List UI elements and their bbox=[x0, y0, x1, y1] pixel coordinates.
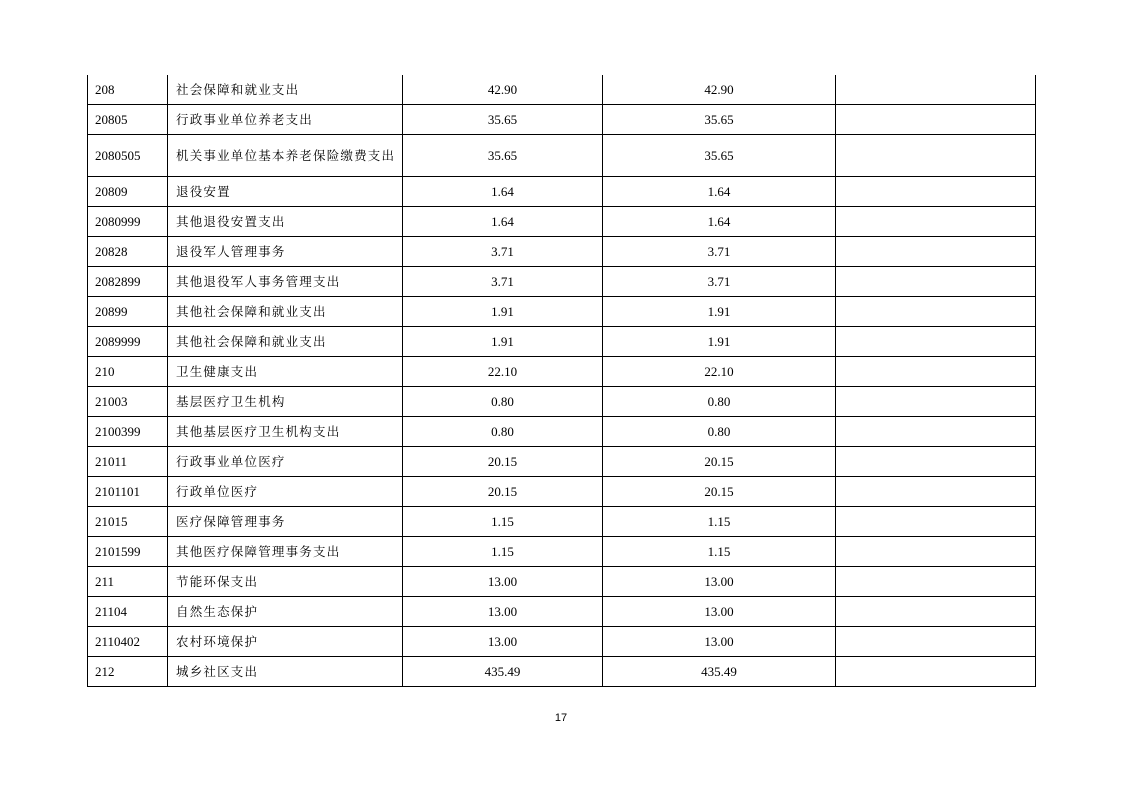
subject-name: 其他医疗保障管理事务支出 bbox=[168, 537, 403, 567]
amount-basic: 13.00 bbox=[603, 567, 836, 597]
amount-project bbox=[836, 417, 1036, 447]
amount-total: 13.00 bbox=[403, 597, 603, 627]
table-row bbox=[88, 417, 1036, 447]
amount-total: 20.15 bbox=[403, 477, 603, 507]
amount-basic: 3.71 bbox=[603, 237, 836, 267]
amount-project bbox=[836, 267, 1036, 297]
amount-total: 13.00 bbox=[403, 627, 603, 657]
table-row bbox=[88, 177, 1036, 207]
amount-basic: 1.91 bbox=[603, 327, 836, 357]
subject-name: 其他基层医疗卫生机构支出 bbox=[168, 417, 403, 447]
subject-code: 2089999 bbox=[88, 327, 168, 357]
table-row bbox=[88, 537, 1036, 567]
amount-total: 1.64 bbox=[403, 207, 603, 237]
amount-basic: 35.65 bbox=[603, 135, 836, 177]
subject-code: 20809 bbox=[88, 177, 168, 207]
amount-total: 35.65 bbox=[403, 105, 603, 135]
amount-basic: 13.00 bbox=[603, 627, 836, 657]
table-row bbox=[88, 237, 1036, 267]
amount-basic: 0.80 bbox=[603, 417, 836, 447]
table-row bbox=[88, 507, 1036, 537]
subject-code: 2101599 bbox=[88, 537, 168, 567]
amount-project bbox=[836, 597, 1036, 627]
amount-total: 20.15 bbox=[403, 447, 603, 477]
amount-project bbox=[836, 105, 1036, 135]
amount-project bbox=[836, 207, 1036, 237]
amount-basic: 1.91 bbox=[603, 297, 836, 327]
amount-project bbox=[836, 75, 1036, 105]
subject-code: 20828 bbox=[88, 237, 168, 267]
amount-project bbox=[836, 177, 1036, 207]
subject-name: 城乡社区支出 bbox=[168, 657, 403, 687]
subject-name: 其他退役军人事务管理支出 bbox=[168, 267, 403, 297]
table-row bbox=[88, 207, 1036, 237]
amount-project bbox=[836, 627, 1036, 657]
subject-name: 其他社会保障和就业支出 bbox=[168, 297, 403, 327]
subject-name: 社会保障和就业支出 bbox=[168, 75, 403, 105]
amount-basic: 22.10 bbox=[603, 357, 836, 387]
subject-name: 退役军人管理事务 bbox=[168, 237, 403, 267]
subject-code: 21104 bbox=[88, 597, 168, 627]
amount-total: 1.91 bbox=[403, 297, 603, 327]
subject-code: 2110402 bbox=[88, 627, 168, 657]
amount-project bbox=[836, 477, 1036, 507]
amount-basic: 1.64 bbox=[603, 177, 836, 207]
amount-basic: 3.71 bbox=[603, 267, 836, 297]
amount-project bbox=[836, 507, 1036, 537]
amount-basic: 435.49 bbox=[603, 657, 836, 687]
amount-basic: 20.15 bbox=[603, 477, 836, 507]
amount-total: 3.71 bbox=[403, 267, 603, 297]
amount-total: 435.49 bbox=[403, 657, 603, 687]
subject-name: 其他退役安置支出 bbox=[168, 207, 403, 237]
subject-name: 机关事业单位基本养老保险缴费支出 bbox=[168, 135, 403, 177]
subject-code: 2080999 bbox=[88, 207, 168, 237]
subject-code: 2100399 bbox=[88, 417, 168, 447]
subject-name: 行政事业单位医疗 bbox=[168, 447, 403, 477]
subject-code: 2080505 bbox=[88, 135, 168, 177]
subject-name: 卫生健康支出 bbox=[168, 357, 403, 387]
subject-name: 行政单位医疗 bbox=[168, 477, 403, 507]
amount-total: 1.64 bbox=[403, 177, 603, 207]
amount-basic: 1.15 bbox=[603, 507, 836, 537]
amount-basic: 0.80 bbox=[603, 387, 836, 417]
subject-code: 208 bbox=[88, 75, 168, 105]
amount-total: 0.80 bbox=[403, 417, 603, 447]
amount-project bbox=[836, 447, 1036, 477]
amount-basic: 1.64 bbox=[603, 207, 836, 237]
amount-total: 3.71 bbox=[403, 237, 603, 267]
table-row bbox=[88, 597, 1036, 627]
table-row bbox=[88, 135, 1036, 177]
amount-basic: 1.15 bbox=[603, 537, 836, 567]
amount-project bbox=[836, 357, 1036, 387]
table-row bbox=[88, 567, 1036, 597]
amount-total: 1.15 bbox=[403, 537, 603, 567]
table-row bbox=[88, 357, 1036, 387]
subject-name: 节能环保支出 bbox=[168, 567, 403, 597]
amount-total: 42.90 bbox=[403, 75, 603, 105]
subject-code: 21015 bbox=[88, 507, 168, 537]
subject-code: 2082899 bbox=[88, 267, 168, 297]
subject-name: 自然生态保护 bbox=[168, 597, 403, 627]
amount-total: 1.15 bbox=[403, 507, 603, 537]
amount-total: 22.10 bbox=[403, 357, 603, 387]
subject-name: 医疗保障管理事务 bbox=[168, 507, 403, 537]
subject-code: 20805 bbox=[88, 105, 168, 135]
table-row bbox=[88, 105, 1036, 135]
table-row bbox=[88, 447, 1036, 477]
amount-basic: 42.90 bbox=[603, 75, 836, 105]
amount-project bbox=[836, 387, 1036, 417]
subject-code: 21011 bbox=[88, 447, 168, 477]
subject-code: 21003 bbox=[88, 387, 168, 417]
amount-total: 13.00 bbox=[403, 567, 603, 597]
amount-project bbox=[836, 135, 1036, 177]
table-row bbox=[88, 657, 1036, 687]
amount-project bbox=[836, 327, 1036, 357]
subject-name: 其他社会保障和就业支出 bbox=[168, 327, 403, 357]
table-row bbox=[88, 297, 1036, 327]
expenditure-table bbox=[87, 75, 1036, 687]
subject-name: 行政事业单位养老支出 bbox=[168, 105, 403, 135]
amount-total: 0.80 bbox=[403, 387, 603, 417]
amount-project bbox=[836, 297, 1036, 327]
amount-project bbox=[836, 237, 1036, 267]
page-number: 17 bbox=[554, 712, 568, 724]
amount-basic: 35.65 bbox=[603, 105, 836, 135]
subject-name: 基层医疗卫生机构 bbox=[168, 387, 403, 417]
table-row bbox=[88, 477, 1036, 507]
amount-project bbox=[836, 657, 1036, 687]
amount-project bbox=[836, 537, 1036, 567]
subject-code: 2101101 bbox=[88, 477, 168, 507]
table-row bbox=[88, 627, 1036, 657]
amount-total: 1.91 bbox=[403, 327, 603, 357]
table-row bbox=[88, 327, 1036, 357]
subject-name: 退役安置 bbox=[168, 177, 403, 207]
subject-name: 农村环境保护 bbox=[168, 627, 403, 657]
table-row bbox=[88, 75, 1036, 105]
amount-basic: 13.00 bbox=[603, 597, 836, 627]
table-row bbox=[88, 387, 1036, 417]
subject-code: 20899 bbox=[88, 297, 168, 327]
amount-project bbox=[836, 567, 1036, 597]
amount-basic: 20.15 bbox=[603, 447, 836, 477]
subject-code: 212 bbox=[88, 657, 168, 687]
subject-code: 210 bbox=[88, 357, 168, 387]
amount-total: 35.65 bbox=[403, 135, 603, 177]
subject-code: 211 bbox=[88, 567, 168, 597]
table-row bbox=[88, 267, 1036, 297]
